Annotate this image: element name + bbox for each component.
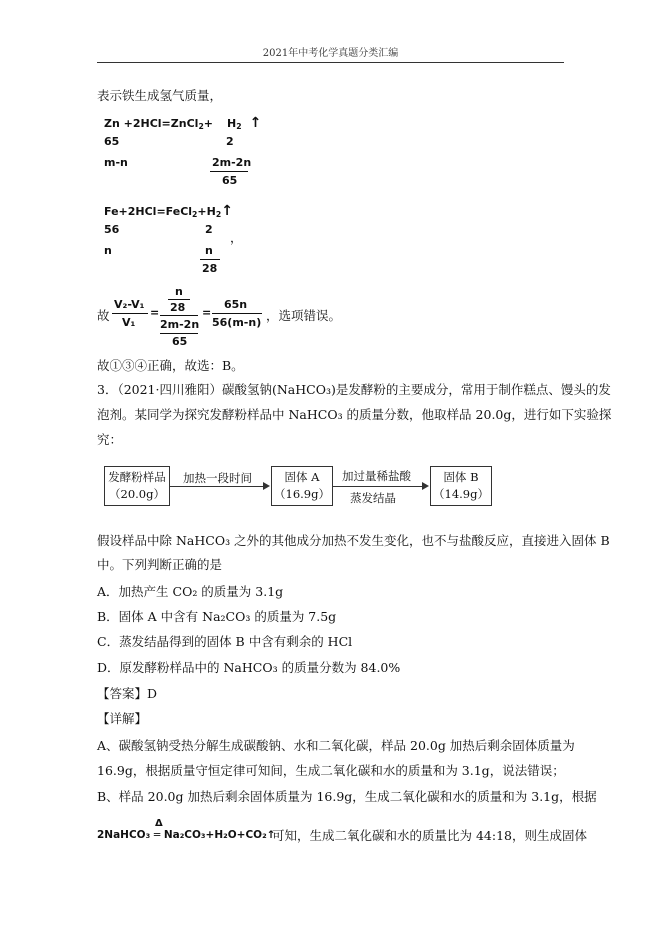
big-num-den: 28 bbox=[170, 301, 186, 314]
option-c: C．蒸发结晶得到的固体 B 中含有剩余的 HCl bbox=[97, 634, 353, 649]
box-a-name: 固体 A bbox=[284, 470, 320, 484]
detail-title: 【详解】 bbox=[97, 711, 148, 726]
fe-h2-var-den: 28 bbox=[202, 262, 218, 275]
fe-mass: 56 bbox=[104, 223, 120, 236]
fe-eq-left: Fe+2HCl=FeCl bbox=[104, 205, 193, 218]
zn-eq-sub1: 2 bbox=[198, 122, 204, 131]
fe-comma: ， bbox=[230, 230, 243, 245]
fe-up-arrow: ↑ bbox=[221, 203, 233, 219]
arrow1-label: 加热一段时间 bbox=[183, 471, 252, 485]
zn-equation bbox=[104, 115, 261, 131]
zn-eq-h: H bbox=[227, 117, 237, 130]
big-den-den: 65 bbox=[172, 335, 188, 348]
big-den-bar bbox=[160, 333, 198, 334]
fe-eq-sub1: 2 bbox=[192, 210, 198, 219]
detail-eq-suffix: 可知，生成二氧化碳和水的质量比为 44:18，则生成固体 bbox=[272, 828, 587, 843]
flow-box-sample bbox=[104, 466, 170, 506]
arrow2-bottom-label: 蒸发结晶 bbox=[350, 491, 396, 505]
ratio-suffix: ，选项错误。 bbox=[266, 308, 342, 323]
zn-mass: 65 bbox=[104, 135, 120, 148]
zn-h2-mass: 2 bbox=[226, 135, 234, 148]
option-b: B．固体 A 中含有 Na₂CO₃ 的质量为 7.5g bbox=[97, 609, 337, 624]
ratio-eq1: = bbox=[150, 306, 160, 319]
fe-eq-mid: +H bbox=[197, 205, 216, 218]
box-b-mass: （14.9g） bbox=[433, 487, 489, 501]
ratio-v-bar bbox=[112, 313, 148, 314]
fe-variable: n bbox=[104, 244, 112, 257]
flow-box-solid-a bbox=[271, 466, 333, 506]
intro-line: 表示铁生成氢气质量， bbox=[97, 88, 223, 103]
big-main-bar bbox=[160, 315, 198, 316]
box-sample-mass: （20.0g） bbox=[109, 487, 165, 501]
arrow2-line bbox=[333, 486, 423, 487]
assumption-line-2: 中。下列判断正确的是 bbox=[97, 557, 223, 572]
zn-h2-var-num: 2m-2n bbox=[212, 156, 252, 169]
result-den: 56(m-n) bbox=[212, 316, 262, 329]
detail-equation: 2NaHCO₃ ═ Na₂CO₃+H₂O+CO₂↑ bbox=[97, 829, 276, 841]
question-line-1: 3．（2021·四川雅阳）碳酸氢钠(NaHCO₃)是发酵粉的主要成分，常用于制作糕点、馒头的发 bbox=[97, 382, 611, 397]
zn-variable: m-n bbox=[104, 156, 128, 169]
ratio-v-den: V₁ bbox=[122, 316, 136, 329]
big-num-num: n bbox=[175, 285, 183, 298]
arrow1-line bbox=[170, 486, 264, 487]
zn-eq-left: Zn +2HCl=ZnCl bbox=[104, 117, 199, 130]
detail-line-3: B、样品 20.0g 加热后剩余固体质量为 16.9g，生成二氧化碳和水的质量和为 3.1g，根据 bbox=[97, 789, 597, 804]
detail-line-1: A、碳酸氢钠受热分解生成碳酸钠、水和二氧化碳，样品 20.0g 加热后剩余固体质量为 bbox=[97, 738, 575, 753]
box-a-mass: （16.9g） bbox=[274, 487, 330, 501]
box-sample-name: 发酵粉样品 bbox=[108, 470, 166, 484]
big-den-num: 2m-2n bbox=[160, 318, 200, 331]
fe-h2-mass: 2 bbox=[205, 223, 213, 236]
assumption-line-1: 假设样品中除 NaHCO₃ 之外的其他成分加热不发生变化，也不与盐酸反应，直接进入固体 B bbox=[97, 533, 610, 548]
question-line-3: 究： bbox=[97, 432, 123, 447]
header-divider bbox=[97, 62, 564, 63]
question-line-2: 泡剂。某同学为探究发酵粉样品中 NaHCO₃ 的质量分数，他取样品 20.0g，进行如下实验探 bbox=[97, 407, 612, 422]
fe-h2-var-num: n bbox=[205, 244, 213, 257]
zn-fraction-bar bbox=[210, 171, 248, 172]
result-num: 65n bbox=[224, 298, 248, 311]
fe-equation bbox=[104, 203, 233, 219]
result-bar bbox=[212, 313, 262, 314]
zn-eq-plus: + bbox=[203, 117, 214, 130]
zn-h2-var-den: 65 bbox=[222, 174, 238, 187]
fe-eq-sub2: 2 bbox=[215, 210, 222, 219]
flow-box-solid-b bbox=[430, 466, 492, 506]
conclusion: 故①③④正确，故选：B。 bbox=[97, 358, 244, 373]
ratio-v-num: V₂-V₁ bbox=[114, 298, 145, 311]
box-b-name: 固体 B bbox=[443, 470, 479, 484]
fe-fraction-bar bbox=[200, 259, 220, 260]
answer: 【答案】D bbox=[97, 686, 158, 701]
arrow1-head bbox=[263, 482, 270, 490]
page-header: 2021年中考化学真题分类汇编 bbox=[262, 48, 399, 59]
ratio-prefix: 故 bbox=[97, 308, 110, 323]
arrow2-top-label: 加过量稀盐酸 bbox=[342, 469, 411, 483]
arrow2-head bbox=[422, 482, 429, 490]
option-d: D．原发酵粉样品中的 NaHCO₃ 的质量分数为 84.0% bbox=[97, 660, 401, 675]
detail-eq-delta: Δ bbox=[155, 818, 163, 829]
option-a: A．加热产生 CO₂ 的质量为 3.1g bbox=[97, 584, 284, 599]
ratio-eq2: = bbox=[202, 306, 212, 319]
zn-eq-sub2: 2 bbox=[236, 122, 242, 131]
zn-up-arrow: ↑ bbox=[249, 115, 262, 131]
detail-line-2: 16.9g，根据质量守恒定律可知间，生成二氧化碳和水的质量和为 3.1g，说法错误； bbox=[97, 763, 565, 778]
big-num-bar bbox=[168, 299, 190, 300]
